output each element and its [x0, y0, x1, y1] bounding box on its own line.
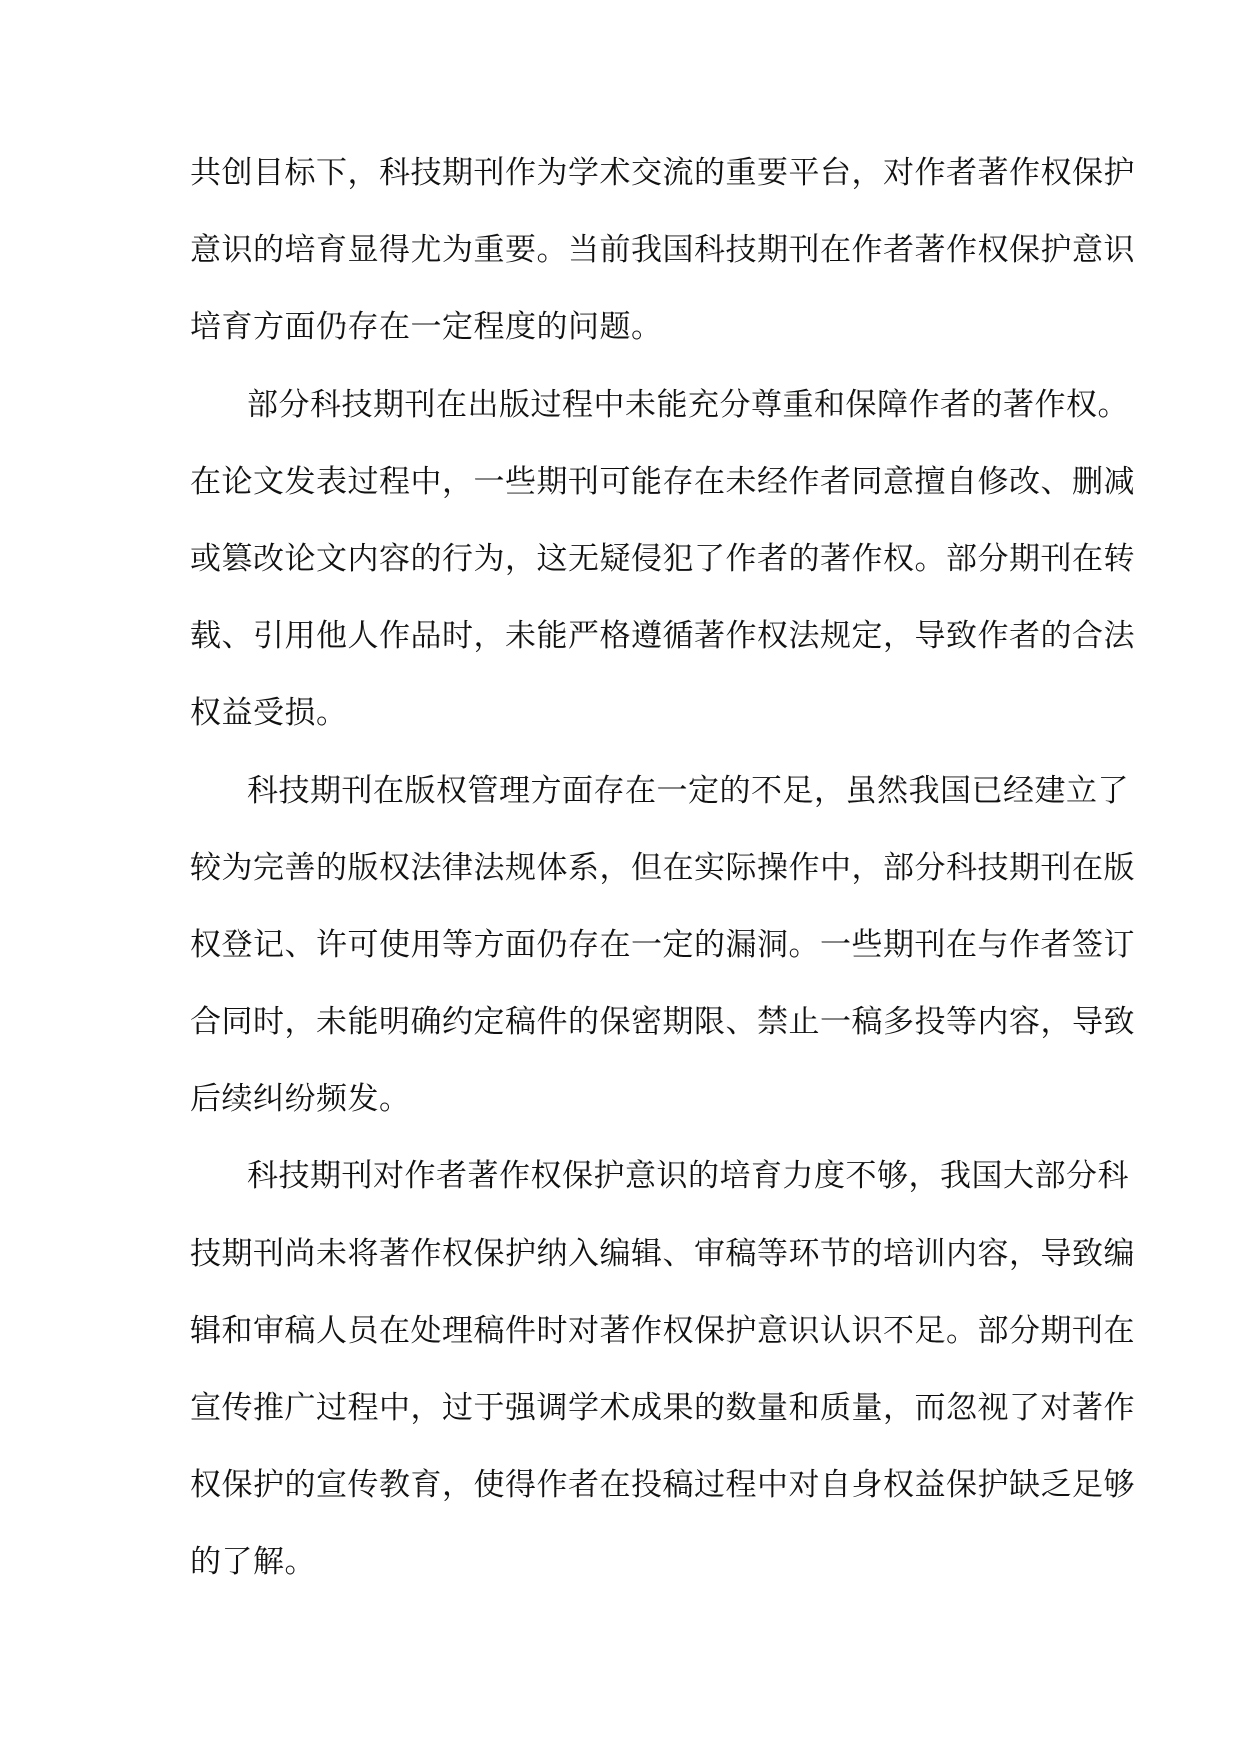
text-line: 权登记、许可使用等方面仍存在一定的漏洞。一些期刊在与作者签订 [190, 926, 1135, 963]
paragraph [190, 367, 1135, 753]
text-line: 科技期刊对作者著作权保护意识的培育力度不够，我国大部分科 [247, 1158, 1129, 1195]
text-line: 权保护的宣传教育，使得作者在投稿过程中对自身权益保护缺乏足够 [190, 1467, 1135, 1504]
text-line: 的了解。 [190, 1544, 316, 1581]
text-line: 科技期刊在版权管理方面存在一定的不足，虽然我国已经建立了 [247, 772, 1129, 809]
text-line: 技期刊尚未将著作权保护纳入编辑、审稿等环节的培训内容，导致编 [190, 1235, 1135, 1272]
text-line: 共创目标下，科技期刊作为学术交流的重要平台，对作者著作权保护 [190, 155, 1135, 191]
text-line: 辑和审稿人员在处理稿件时对著作权保护意识认识不足。部分期刊在 [190, 1312, 1135, 1349]
text-line: 载、引用他人作品时，未能严格遵循著作权法规定，导致作者的合法 [190, 618, 1135, 655]
text-line: 或篡改论文内容的行为，这无疑侵犯了作者的著作权。部分期刊在转 [190, 540, 1135, 577]
paragraph [190, 753, 1135, 1139]
text-line: 意识的培育显得尤为重要。当前我国科技期刊在作者著作权保护意识 [190, 232, 1135, 269]
text-line: 在论文发表过程中，一些期刊可能存在未经作者同意擅自修改、删减 [190, 463, 1135, 500]
text-line: 合同时，未能明确约定稿件的保密期限、禁止一稿多投等内容，导致 [190, 1004, 1135, 1041]
text-line: 后续纠纷频发。 [190, 1081, 411, 1118]
text-line: 较为完善的版权法律法规体系，但在实际操作中，部分科技期刊在版 [190, 849, 1135, 886]
text-line: 宣传推广过程中，过于强调学术成果的数量和质量，而忽视了对著作 [190, 1390, 1135, 1426]
paragraph [190, 1138, 1135, 1601]
paragraph [190, 135, 1135, 367]
document-body [190, 135, 1135, 1602]
text-line: 培育方面仍存在一定程度的问题。 [190, 309, 663, 346]
text-line: 部分科技期刊在出版过程中未能充分尊重和保障作者的著作权。 [247, 386, 1129, 423]
text-line: 权益受损。 [190, 695, 348, 732]
